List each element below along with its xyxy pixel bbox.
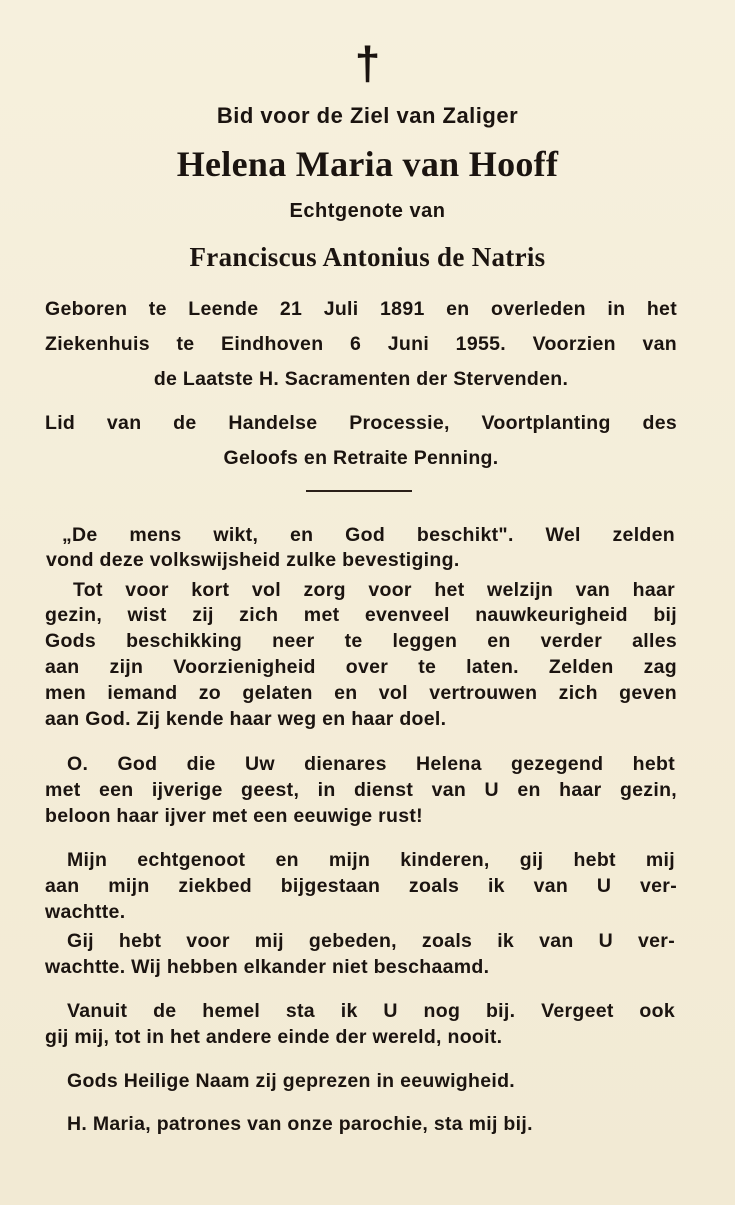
bio-line: de Laatste H. Sacramenten der Stervenden. bbox=[153, 368, 569, 390]
membership-line: Lid van de Handelse Processie, Voortplanting des bbox=[45, 412, 677, 434]
text-line: gezin, wist zij zich met evenveel nauwkeurigheid bij bbox=[45, 604, 677, 626]
prayer-line: beloon haar ijver met een eeuwige rust! bbox=[45, 805, 423, 827]
text-line: H. Maria, patrones van onze parochie, sta mij bij. bbox=[67, 1113, 533, 1135]
text-line: „De mens wikt, en God beschikt". Wel zelden bbox=[62, 524, 675, 546]
intro-text: Bid voor de Ziel van Zaliger bbox=[216, 103, 519, 128]
prayer-line: O. God die Uw dienares Helena gezegend hebt bbox=[67, 753, 675, 775]
bio-line: Geboren te Leende 21 Juli 1891 en overleden in het bbox=[45, 298, 677, 320]
spouse-intro: Echtgenote van bbox=[289, 200, 446, 222]
prayer-line: met een ijverige geest, in dienst van U en haar gezin, bbox=[45, 779, 677, 801]
deceased-name: Helena Maria van Hooff bbox=[176, 144, 559, 184]
text-line: Gods beschikking neer te leggen en verder alles bbox=[45, 630, 677, 652]
text-line: Vanuit de hemel sta ik U nog bij. Vergeet ook bbox=[67, 1000, 675, 1022]
spouse-name: Franciscus Antonius de Natris bbox=[189, 242, 546, 272]
divider bbox=[306, 490, 412, 492]
text-line: men iemand zo gelaten en vol vertrouwen zich geven bbox=[45, 682, 677, 704]
text-line: aan zijn Voorzienigheid over te laten. Zelden zag bbox=[45, 656, 677, 678]
text-line: wachtte. bbox=[45, 901, 126, 923]
text-line: vond deze volkswijsheid zulke bevestiging. bbox=[46, 549, 460, 571]
text-line: Gods Heilige Naam zij geprezen in eeuwigheid. bbox=[67, 1070, 516, 1092]
membership-line: Geloofs en Retraite Penning. bbox=[223, 447, 499, 469]
cross-icon: † bbox=[354, 37, 381, 89]
text-line: gij mij, tot in het andere einde der wereld, nooit. bbox=[45, 1026, 503, 1048]
text-line: Mijn echtgenoot en mijn kinderen, gij hebt mij bbox=[67, 849, 675, 871]
bio-line: Ziekenhuis te Eindhoven 6 Juni 1955. Voorzien van bbox=[45, 333, 677, 355]
text-line: Tot voor kort vol zorg voor het welzijn van haar bbox=[73, 579, 675, 601]
text-line: wachtte. Wij hebben elkander niet beschaamd. bbox=[45, 956, 490, 978]
text-line: aan mijn ziekbed bijgestaan zoals ik van U ver- bbox=[45, 875, 677, 897]
text-line: aan God. Zij kende haar weg en haar doel. bbox=[45, 708, 447, 730]
text-line: Gij hebt voor mij gebeden, zoals ik van U ver- bbox=[67, 930, 675, 952]
